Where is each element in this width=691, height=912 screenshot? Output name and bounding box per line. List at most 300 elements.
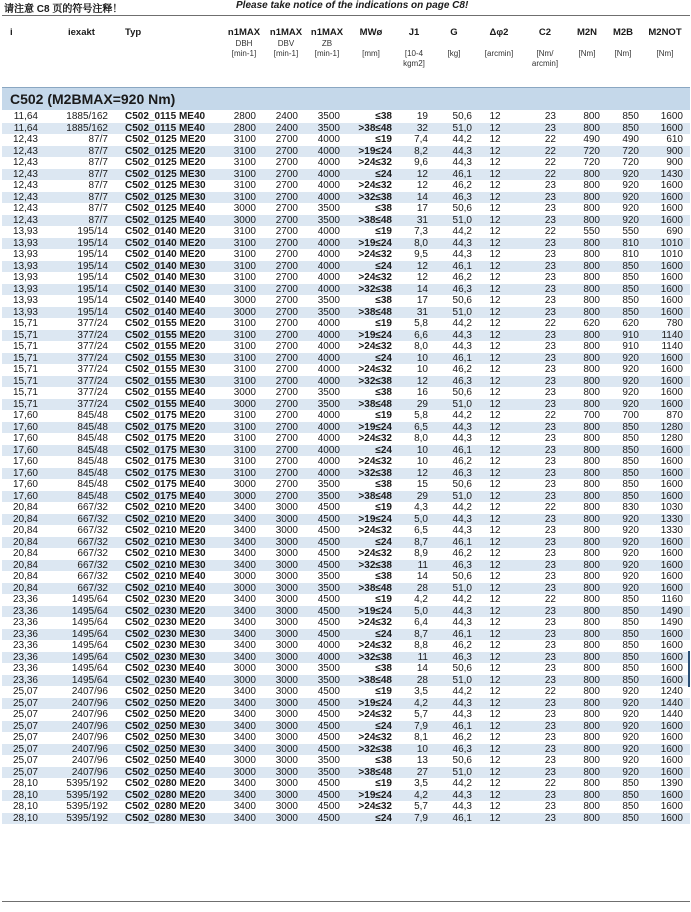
cell-n1-dbv: 2700 [275, 456, 298, 467]
cell-iexakt: 87/7 [88, 157, 108, 168]
cell-m2n: 800 [583, 548, 600, 559]
cell-j1: 6,6 [414, 329, 428, 341]
cell-delta-phi: 12 [489, 145, 501, 157]
cell-m2b: 920 [622, 720, 639, 732]
cell-n1-dbh: 3000 [233, 214, 256, 226]
cell-m2b: 850 [622, 283, 639, 295]
header-m2n: M2N [Nm] [576, 27, 598, 58]
cell-c2: 23 [544, 559, 556, 571]
cell-g: 44,3 [452, 433, 472, 444]
cell-m2n: 800 [583, 467, 600, 479]
cell-n1-zb: 3500 [317, 479, 340, 490]
cell-g: 44,3 [452, 605, 472, 617]
cell-c2: 23 [544, 640, 556, 651]
table-row [2, 767, 690, 779]
cell-m2n: 800 [583, 651, 600, 663]
cell-n1-dbh: 3100 [233, 410, 256, 421]
cell-g: 44,3 [452, 145, 472, 157]
cell-iexakt: 667/32 [77, 559, 108, 571]
cell-m2n: 700 [583, 410, 600, 421]
cell-c2: 23 [544, 536, 556, 548]
cell-m2b: 850 [622, 594, 639, 605]
cell-n1-dbv: 2700 [275, 444, 298, 456]
cell-iexakt: 845/48 [77, 444, 108, 456]
cell-delta-phi: 12 [489, 306, 501, 318]
cell-iexakt: 377/24 [77, 375, 108, 387]
cell-m2b: 850 [622, 663, 639, 674]
cell-n1-dbv: 3000 [275, 789, 298, 801]
cell-m2b: 920 [622, 582, 639, 594]
cell-j1: 8,7 [414, 536, 428, 548]
cell-i: 20,84 [12, 513, 38, 525]
cell-n1-dbh: 3100 [233, 134, 256, 145]
cell-typ: C502_0175 ME40 [125, 479, 206, 490]
cell-typ: C502_0140 ME30 [125, 272, 206, 283]
cell-m2b: 850 [622, 674, 639, 686]
cell-n1-zb: 4000 [317, 318, 340, 329]
cell-typ: C502_0175 ME20 [125, 410, 206, 421]
cell-i: 15,71 [12, 398, 38, 410]
cell-g: 44,3 [452, 789, 472, 801]
cell-typ: C502_0155 ME20 [125, 329, 206, 341]
cell-mw: >32≤38 [358, 283, 392, 295]
table-row [2, 192, 690, 204]
cell-g: 44,3 [452, 513, 472, 525]
cell-mw: >19≤24 [358, 421, 392, 433]
cell-delta-phi: 12 [489, 640, 501, 651]
cell-typ: C502_0210 ME30 [125, 536, 206, 548]
cell-n1-dbh: 3400 [233, 502, 256, 513]
cell-j1: 10 [416, 743, 428, 755]
data-table [2, 111, 690, 824]
cell-n1-dbv: 3000 [275, 536, 298, 548]
cell-n1-dbh: 3100 [233, 444, 256, 456]
cell-n1-dbh: 3100 [233, 352, 256, 364]
cell-delta-phi: 12 [489, 479, 501, 490]
cell-n1-zb: 4000 [317, 191, 340, 203]
table-row [2, 583, 690, 595]
table-row [2, 353, 690, 365]
cell-typ: C502_0250 ME40 [125, 766, 206, 778]
cell-m2not: 1140 [661, 341, 683, 352]
cell-m2b: 850 [622, 801, 639, 812]
cell-i: 23,36 [12, 628, 38, 640]
cell-iexakt: 195/14 [77, 283, 108, 295]
cell-j1: 10 [416, 352, 428, 364]
cell-m2b: 920 [622, 697, 639, 709]
cell-n1-dbh: 3400 [233, 628, 256, 640]
cell-c2: 23 [544, 237, 556, 249]
cell-m2b: 850 [622, 295, 639, 306]
cell-mw: ≤24 [375, 260, 392, 272]
cell-iexakt: 87/7 [88, 203, 108, 214]
cell-n1-zb: 4500 [317, 548, 340, 559]
cell-m2n: 800 [583, 812, 600, 824]
cell-i: 13,93 [12, 283, 38, 295]
cell-i: 25,07 [12, 720, 38, 732]
cell-delta-phi: 12 [489, 789, 501, 801]
cell-c2: 23 [544, 743, 556, 755]
cell-c2: 23 [544, 375, 556, 387]
table-row [2, 606, 690, 618]
cell-n1-dbv: 2700 [275, 467, 298, 479]
cell-n1-dbh: 3400 [233, 709, 256, 720]
cell-typ: C502_0250 ME20 [125, 709, 206, 720]
cell-iexakt: 845/48 [77, 433, 108, 444]
cell-n1-zb: 4000 [317, 640, 340, 651]
cell-n1-zb: 4000 [317, 157, 340, 168]
cell-n1-dbv: 2700 [275, 295, 298, 306]
cell-n1-zb: 4500 [317, 617, 340, 628]
cell-i: 17,60 [12, 444, 38, 456]
cell-iexakt: 377/24 [77, 398, 108, 410]
cell-j1: 5,8 [414, 318, 428, 329]
cell-iexakt: 845/48 [77, 479, 108, 490]
cell-m2b: 850 [622, 789, 639, 801]
cell-n1-zb: 4500 [317, 778, 340, 789]
cell-delta-phi: 12 [489, 571, 501, 582]
cell-n1-dbh: 3400 [233, 617, 256, 628]
cell-c2: 23 [544, 513, 556, 525]
cell-iexakt: 377/24 [77, 364, 108, 375]
cell-n1-dbh: 3100 [233, 145, 256, 157]
cell-c2: 22 [544, 134, 556, 145]
cell-m2n: 800 [583, 525, 600, 536]
cell-n1-dbh: 3400 [233, 789, 256, 801]
cell-n1-zb: 4000 [317, 260, 340, 272]
cell-c2: 23 [544, 111, 556, 122]
cell-c2: 23 [544, 122, 556, 134]
cell-g: 50,6 [452, 295, 472, 306]
cell-mw: ≤19 [375, 318, 392, 329]
table-row [2, 422, 690, 434]
cell-delta-phi: 12 [489, 582, 501, 594]
cell-i: 25,07 [12, 732, 38, 743]
cell-c2: 23 [544, 490, 556, 502]
cell-m2b: 850 [622, 456, 639, 467]
cell-mw: >32≤38 [358, 559, 392, 571]
table-row [2, 537, 690, 549]
cell-n1-zb: 4000 [317, 168, 340, 180]
cell-iexakt: 87/7 [88, 134, 108, 145]
cell-m2not: 1600 [660, 582, 683, 594]
cell-i: 23,36 [12, 663, 38, 674]
table-row [2, 157, 690, 169]
cell-m2b: 850 [622, 467, 639, 479]
cell-n1-dbh: 3100 [233, 180, 256, 191]
cell-i: 15,71 [12, 329, 38, 341]
cell-delta-phi: 12 [489, 697, 501, 709]
cell-j1: 13 [416, 755, 428, 766]
cell-n1-dbh: 3000 [233, 398, 256, 410]
cell-iexakt: 377/24 [77, 387, 108, 398]
cell-n1-dbv: 3000 [275, 778, 298, 789]
cell-c2: 23 [544, 421, 556, 433]
cell-n1-zb: 4500 [317, 605, 340, 617]
cell-c2: 22 [544, 502, 556, 513]
cell-n1-dbh: 3000 [233, 766, 256, 778]
cell-typ: C502_0155 ME40 [125, 387, 206, 398]
cell-n1-dbv: 3000 [275, 801, 298, 812]
cell-m2not: 690 [666, 226, 683, 237]
cell-g: 46,2 [452, 272, 472, 283]
cell-n1-zb: 4500 [317, 812, 340, 824]
cell-n1-dbh: 3100 [233, 226, 256, 237]
cell-n1-dbv: 3000 [275, 651, 298, 663]
cell-mw: ≤19 [375, 410, 392, 421]
cell-m2not: 1600 [660, 306, 683, 318]
table-row [2, 376, 690, 388]
table-row [2, 491, 690, 503]
table-row [2, 261, 690, 273]
table-row [2, 778, 690, 790]
table-row [2, 238, 690, 250]
top-note [0, 0, 691, 14]
cell-m2not: 1600 [660, 766, 683, 778]
cell-c2: 23 [544, 605, 556, 617]
cell-j1: 8,0 [414, 433, 428, 444]
cell-delta-phi: 12 [489, 341, 501, 352]
table-row [2, 617, 690, 629]
cell-n1-dbh: 3400 [233, 651, 256, 663]
cell-m2not: 1600 [660, 180, 683, 191]
header-j1: J1 [10-4 kgm2] [403, 27, 425, 68]
cell-m2n: 800 [583, 191, 600, 203]
cell-m2b: 850 [622, 617, 639, 628]
cell-c2: 22 [544, 168, 556, 180]
cell-n1-dbh: 3100 [233, 272, 256, 283]
cell-g: 46,3 [452, 375, 472, 387]
top-note-english: Please take notice of the indications on page C8! [236, 0, 469, 11]
cell-g: 44,2 [452, 410, 472, 421]
table-row [2, 560, 690, 572]
header-mw: MWø [mm] [359, 27, 383, 58]
cell-g: 46,1 [452, 720, 472, 732]
cell-m2not: 1600 [660, 444, 683, 456]
cell-c2: 23 [544, 433, 556, 444]
cell-c2: 23 [544, 203, 556, 214]
cell-n1-dbh: 3100 [233, 329, 256, 341]
cell-g: 44,2 [452, 686, 472, 697]
table-row [2, 445, 690, 457]
cell-i: 28,10 [12, 812, 38, 824]
cell-n1-zb: 4500 [317, 513, 340, 525]
cell-m2not: 1600 [660, 536, 683, 548]
cell-m2n: 800 [583, 375, 600, 387]
cell-m2n: 800 [583, 260, 600, 272]
table-row [2, 652, 690, 664]
cell-m2n: 800 [583, 433, 600, 444]
cell-n1-dbv: 2700 [275, 433, 298, 444]
cell-delta-phi: 12 [489, 628, 501, 640]
cell-i: 15,71 [12, 364, 38, 375]
table-row [2, 226, 690, 238]
cell-j1: 8,9 [414, 548, 428, 559]
cell-n1-dbv: 2700 [275, 203, 298, 214]
cell-iexakt: 1495/64 [71, 674, 108, 686]
table-row [2, 433, 690, 445]
cell-n1-dbh: 3400 [233, 548, 256, 559]
cell-g: 44,3 [452, 801, 472, 812]
table-row [2, 364, 690, 376]
cell-iexakt: 377/24 [77, 318, 108, 329]
cell-mw: >38≤48 [358, 122, 392, 134]
cell-c2: 22 [544, 226, 556, 237]
cell-m2not: 1240 [660, 686, 683, 697]
cell-m2b: 910 [622, 341, 639, 352]
cell-n1-zb: 4500 [317, 686, 340, 697]
cell-m2not: 1390 [660, 778, 683, 789]
table-row [2, 709, 690, 721]
cell-typ: C502_0230 ME30 [125, 651, 206, 663]
cell-m2n: 800 [583, 444, 600, 456]
cell-n1-zb: 4500 [317, 594, 340, 605]
cell-i: 11,64 [13, 111, 38, 122]
cell-n1-dbh: 3400 [233, 720, 256, 732]
cell-g: 51,0 [452, 398, 472, 410]
cell-m2b: 920 [622, 352, 639, 364]
cell-n1-dbv: 2700 [275, 226, 298, 237]
table-row [2, 456, 690, 468]
cell-j1: 8,0 [414, 237, 428, 249]
cell-n1-dbv: 3000 [275, 812, 298, 824]
cell-n1-dbv: 2700 [275, 479, 298, 490]
cell-n1-zb: 4500 [317, 732, 340, 743]
cell-typ: C502_0230 ME30 [125, 640, 206, 651]
cell-n1-dbh: 3100 [233, 318, 256, 329]
cell-iexakt: 1495/64 [71, 651, 108, 663]
cell-typ: C502_0230 ME40 [125, 663, 206, 674]
cell-g: 46,2 [452, 732, 472, 743]
cell-typ: C502_0175 ME40 [125, 490, 206, 502]
cell-i: 17,60 [12, 479, 38, 490]
cell-c2: 22 [544, 145, 556, 157]
cell-delta-phi: 12 [489, 732, 501, 743]
cell-m2not: 1600 [660, 467, 683, 479]
cell-delta-phi: 12 [489, 605, 501, 617]
cell-m2not: 1600 [660, 398, 683, 410]
cell-j1: 12 [416, 168, 428, 180]
cell-i: 23,36 [12, 605, 38, 617]
cell-delta-phi: 12 [489, 651, 501, 663]
cell-m2n: 800 [583, 306, 600, 318]
cell-n1-dbh: 3100 [233, 364, 256, 375]
cell-typ: C502_0175 ME30 [125, 456, 206, 467]
cell-iexakt: 2407/96 [71, 686, 108, 697]
cell-m2b: 850 [622, 433, 639, 444]
cell-iexakt: 195/14 [77, 260, 108, 272]
cell-c2: 23 [544, 628, 556, 640]
cell-m2b: 490 [622, 134, 639, 145]
cell-j1: 4,2 [414, 789, 428, 801]
cell-iexakt: 845/48 [77, 490, 108, 502]
cell-n1-zb: 3500 [317, 295, 340, 306]
cell-typ: C502_0230 ME20 [125, 617, 206, 628]
cell-g: 46,3 [452, 559, 472, 571]
cell-j1: 4,2 [414, 697, 428, 709]
cell-delta-phi: 12 [489, 203, 501, 214]
cell-mw: >19≤24 [358, 697, 392, 709]
cell-g: 46,1 [452, 352, 472, 364]
cell-iexakt: 195/14 [77, 237, 108, 249]
cell-mw: >38≤48 [358, 214, 392, 226]
cell-g: 44,3 [452, 617, 472, 628]
cell-m2not: 1600 [660, 732, 683, 743]
cell-iexakt: 1885/162 [66, 111, 108, 122]
header-delta-phi: Δφ2 [arcmin] [484, 27, 514, 58]
cell-n1-dbv: 3000 [275, 720, 298, 732]
cell-iexakt: 667/32 [77, 513, 108, 525]
cell-mw: >38≤48 [358, 766, 392, 778]
cell-mw: >19≤24 [358, 789, 392, 801]
cell-n1-dbv: 3000 [275, 732, 298, 743]
cell-typ: C502_0175 ME20 [125, 433, 206, 444]
cell-iexakt: 195/14 [77, 226, 108, 237]
cell-i: 20,84 [12, 559, 38, 571]
cell-c2: 23 [544, 755, 556, 766]
cell-mw: >38≤48 [358, 582, 392, 594]
cell-j1: 6,5 [414, 421, 428, 433]
cell-j1: 28 [416, 582, 428, 594]
cell-n1-dbh: 2800 [233, 111, 256, 122]
cell-delta-phi: 12 [489, 444, 501, 456]
cell-n1-zb: 3500 [317, 663, 340, 674]
table-row [2, 249, 690, 261]
top-divider [2, 15, 690, 16]
cell-j1: 9,5 [414, 249, 428, 260]
cell-n1-zb: 4500 [317, 720, 340, 732]
cell-typ: C502_0175 ME20 [125, 421, 206, 433]
cell-n1-dbv: 3000 [275, 755, 298, 766]
cell-g: 50,6 [452, 203, 472, 214]
cell-n1-zb: 4500 [317, 525, 340, 536]
cell-n1-zb: 4000 [317, 283, 340, 295]
cell-c2: 23 [544, 387, 556, 398]
cell-g: 44,2 [452, 778, 472, 789]
cell-n1-zb: 4000 [317, 145, 340, 157]
cell-m2b: 850 [622, 272, 639, 283]
cell-mw: >38≤48 [358, 490, 392, 502]
cell-mw: ≤24 [375, 720, 392, 732]
section-heading [2, 87, 690, 110]
cell-typ: C502_0140 ME20 [125, 237, 206, 249]
cell-n1-zb: 4000 [317, 444, 340, 456]
cell-typ: C502_0250 ME40 [125, 755, 206, 766]
cell-n1-dbh: 3400 [233, 778, 256, 789]
cell-n1-dbh: 3400 [233, 605, 256, 617]
cell-j1: 8,0 [414, 341, 428, 352]
cell-i: 25,07 [12, 755, 38, 766]
cell-n1-dbh: 3100 [233, 191, 256, 203]
cell-m2not: 1600 [660, 571, 683, 582]
cell-i: 13,93 [12, 226, 38, 237]
cell-n1-dbh: 3100 [233, 421, 256, 433]
cell-n1-dbh: 3000 [233, 755, 256, 766]
cell-g: 44,3 [452, 157, 472, 168]
cell-m2b: 920 [622, 732, 639, 743]
cell-m2n: 800 [583, 122, 600, 134]
cell-m2not: 1440 [660, 709, 683, 720]
cell-typ: C502_0125 ME40 [125, 203, 206, 214]
cell-n1-dbv: 2400 [275, 111, 298, 122]
cell-delta-phi: 12 [489, 249, 501, 260]
cell-n1-dbh: 3400 [233, 686, 256, 697]
cell-n1-dbh: 2800 [233, 122, 256, 134]
cell-mw: >19≤24 [358, 145, 392, 157]
cell-j1: 14 [416, 663, 428, 674]
cell-g: 51,0 [452, 306, 472, 318]
cell-typ: C502_0140 ME40 [125, 306, 206, 318]
